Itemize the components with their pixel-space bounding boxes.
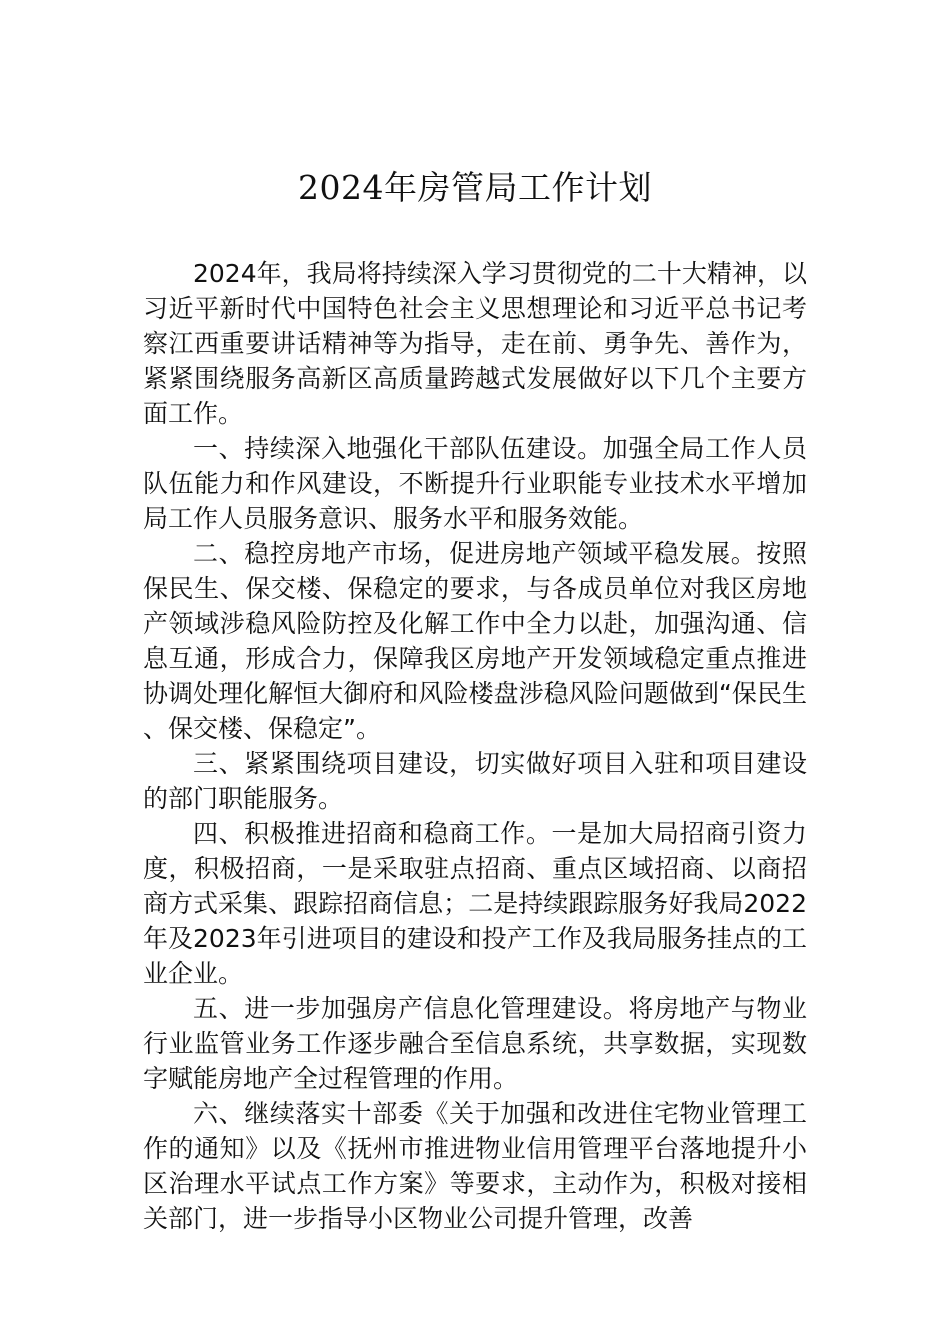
paragraph-item-5: 五、进一步加强房产信息化管理建设。将房地产与物业行业监管业务工作逐步融合至信息系统，共享数据，实现数字赋能房地产全过程管理的作用。	[143, 994, 807, 1093]
document-title: 2024年房管局工作计划	[298, 168, 652, 207]
paragraph-item-3: 三、紧紧围绕项目建设，切实做好项目入驻和项目建设的部门职能服务。	[143, 749, 807, 813]
paragraph-intro: 2024年，我局将持续深入学习贯彻党的二十大精神，以习近平新时代中国特色社会主义思想理论和习近平总书记考察江西重要讲话精神等为指导，走在前、勇争先、善作为，紧紧围绕服务高新区高质量跨越式发展做好以下几个主要方面工作。	[143, 259, 807, 428]
paragraph-item-6: 六、继续落实十部委《关于加强和改进住宅物业管理工作的通知》以及《抚州市推进物业信用管理平台落地提升小区治理水平试点工作方案》等要求，主动作为，积极对接相关部门，进一步指导小区物业公司提升管理，改善	[143, 1099, 807, 1233]
paragraph-item-4: 四、积极推进招商和稳商工作。一是加大局招商引资力度，积极招商，一是采取驻点招商、重点区域招商、以商招商方式采集、跟踪招商信息；二是持续跟踪服务好我局2022年及2023年引进项目的建设和投产工作及我局服务挂点的工业企业。	[143, 819, 807, 988]
document-body	[143, 256, 807, 1236]
paragraph-item-2: 二、稳控房地产市场，促进房地产领域平稳发展。按照保民生、保交楼、保稳定的要求，与各成员单位对我区房地产领域涉稳风险防控及化解工作中全力以赴，加强沟通、信息互通，形成合力，保障我区房地产开发领域稳定重点推进协调处理化解恒大御府和风险楼盘涉稳风险问题做到“保民生、保交楼、保稳定”。	[143, 539, 807, 743]
paragraph-item-1: 一、持续深入地强化干部队伍建设。加强全局工作人员队伍能力和作风建设，不断提升行业职能专业技术水平增加局工作人员服务意识、服务水平和服务效能。	[143, 434, 807, 533]
